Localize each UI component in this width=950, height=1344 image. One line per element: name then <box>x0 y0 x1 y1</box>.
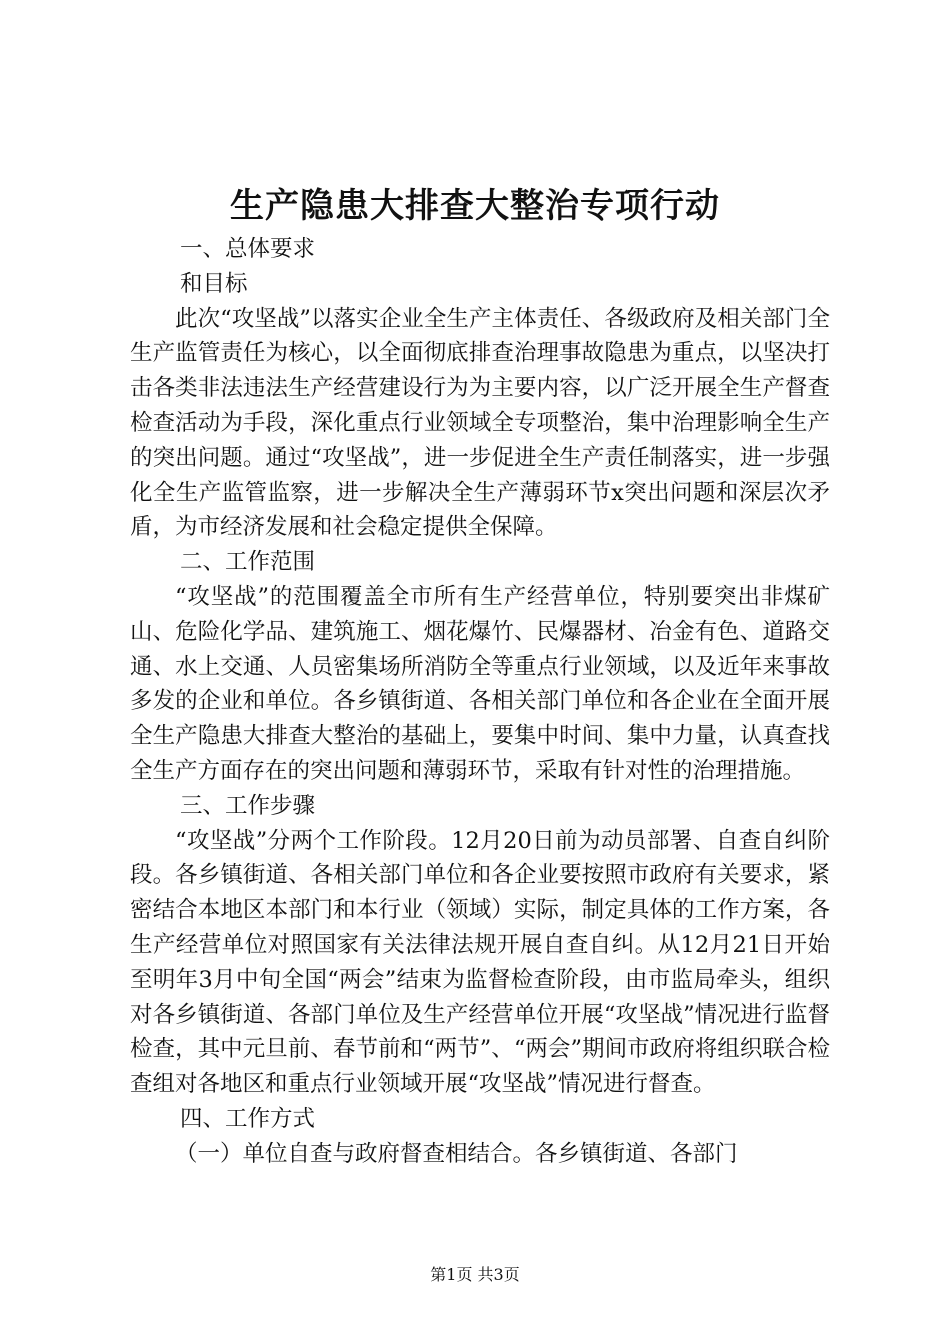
document-body <box>130 232 830 1172</box>
document-title: 生产隐患大排查大整治专项行动 <box>230 186 720 226</box>
paragraph: “攻坚战”分两个工作阶段。12月20日前为动员部署、自查自纠阶段。各乡镇街道、各相关部门单位和各企业要按照市政府有关要求，紧密结合本地区本部门和本行业（领域）实际，制定具体的工作方案，各生产经营单位对照国家有关法律法规开展自查自纠。从12月21日开始至明年3月中旬全国“两会”结束为监督检查阶段，由市监局牵头，组织对各乡镇街道、各部门单位及生产经营单位开展“攻坚战”情况进行监督检查，其中元旦前、春节前和“两节”、“两会”期间市政府将组织联合检查组对各地区和重点行业领域开展“攻坚战”情况进行督查。 <box>130 827 830 1098</box>
section-heading: 和目标 <box>180 270 248 297</box>
section-heading: 一、总体要求 <box>180 236 316 262</box>
section-heading: 四、工作方式 <box>180 1105 316 1132</box>
page-footer: 第1页 共3页 <box>430 1265 520 1284</box>
paragraph: （一）单位自查与政府督查相结合。各乡镇街道、各部门 <box>175 1140 738 1167</box>
section-heading: 三、工作步骤 <box>180 792 316 819</box>
paragraph: 此次“攻坚战”以落实企业全生产主体责任、各级政府及相关部门全生产监管责任为核心，以全面彻底排查治理事故隐患为重点，以坚决打击各类非法违法生产经营建设行为为主要内容，以广泛开展全生产督查检查活动为手段，深化重点行业领域全专项整治，集中治理影响全生产的突出问题。通过“攻坚战”，进一步促进全生产责任制落实，进一步强化全生产监管监察，进一步解决全生产薄弱环节x突出问题和深层次矛盾，为市经济发展和社会稳定提供全保障。 <box>130 305 830 541</box>
paragraph: “攻坚战”的范围覆盖全市所有生产经营单位，特别要突出非煤矿山、危险化学品、建筑施工、烟花爆竹、民爆器材、冶金有色、道路交通、水上交通、人员密集场所消防全等重点行业领域，以及近年来事故多发的企业和单位。各乡镇街道、各相关部门单位和各企业在全面开展全生产隐患大排查大整治的基础上，要集中时间、集中力量，认真查找全生产方面存在的突出问题和薄弱环节，采取有针对性的治理措施。 <box>130 583 830 784</box>
section-heading: 二、工作范围 <box>180 549 316 576</box>
